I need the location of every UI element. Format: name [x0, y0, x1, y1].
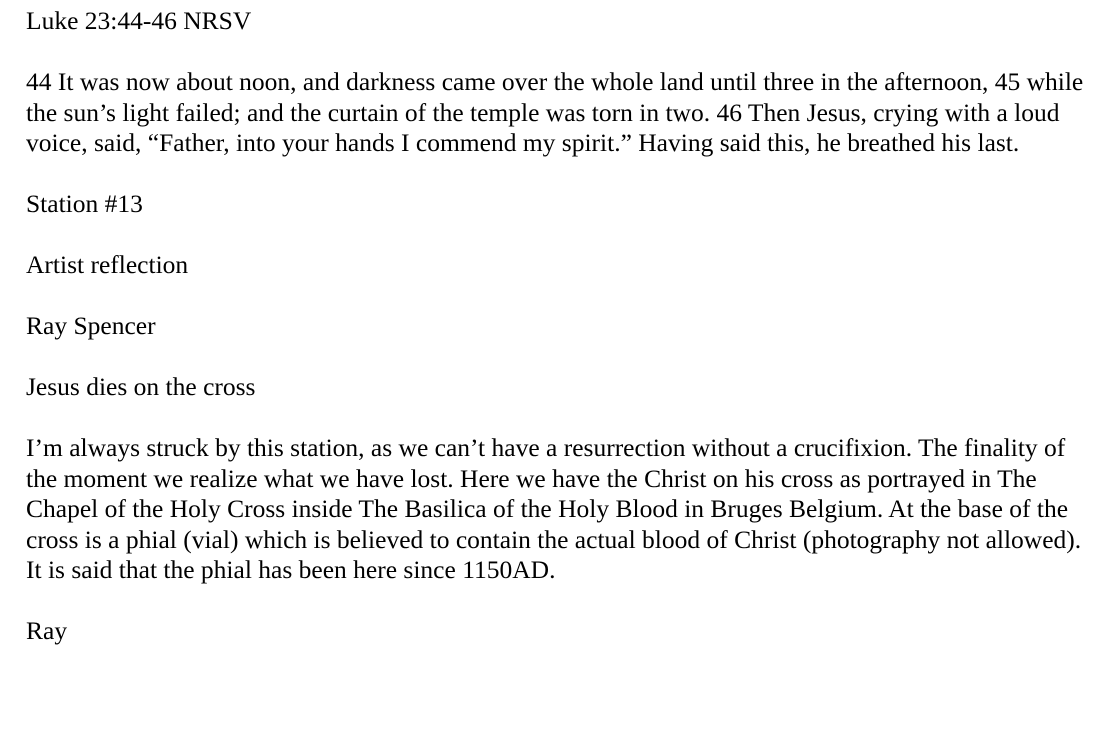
station-number: Station #13: [26, 189, 143, 218]
signature: Ray: [26, 616, 68, 645]
artist-name: Ray Spencer: [26, 311, 156, 340]
reflection-text: I’m always struck by this station, as we can’t have a resurrection without a crucifixion. The finality of the moment we realize what we have lost. Here we have the Christ on his cross as portrayed in The Chapel of the Holy Cross inside The Basilica of the Holy Blood in Bruges Belgium. At the base of the cross is a phial (vial) which is believed to contain the actual blood of Christ (photography not allowed). It is said that the phial has been here since 1150AD.: [26, 433, 1082, 584]
section-label: Artist reflection: [26, 250, 189, 279]
scripture-reference: Luke 23:44-46 NRSV: [26, 6, 252, 35]
document-body: [26, 6, 1101, 677]
station-title: Jesus dies on the cross: [26, 372, 256, 401]
scripture-passage: 44 It was now about noon, and darkness came over the whole land until three in the afternoon, 45 while the sun’s light failed; and the curtain of the temple was torn in two. 46 Then Jesus, crying with a loud voice, said, “Father, into your hands I commend my spirit.” Having said this, he breathed his last.: [26, 67, 1084, 157]
